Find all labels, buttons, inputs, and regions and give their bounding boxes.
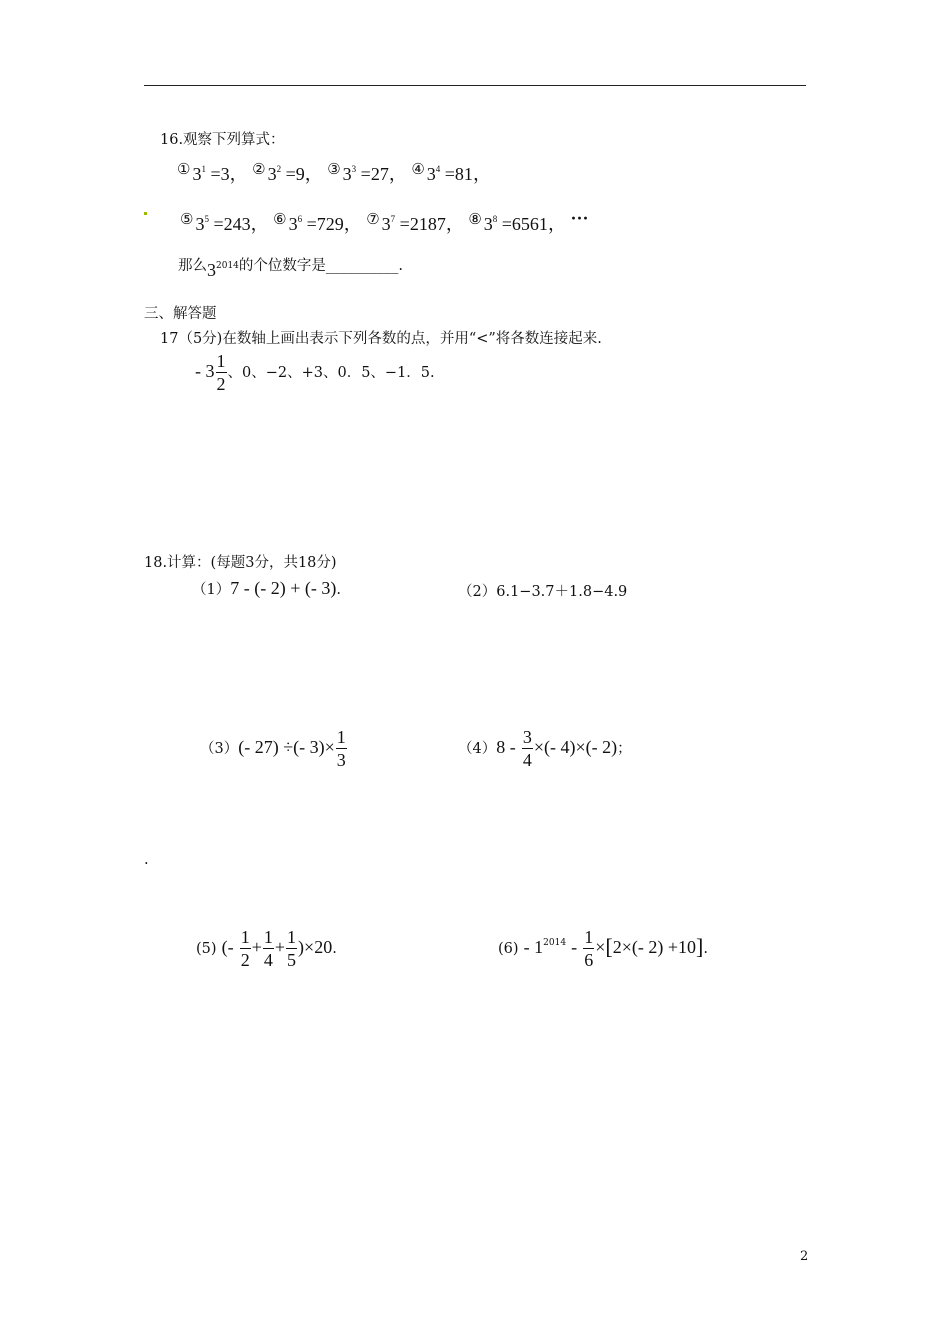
stray-dot: . <box>144 852 149 868</box>
q16-item-2: ② $3^2 =9$， <box>252 162 323 184</box>
q17-fraction: $\frac{1}{2}$ <box>216 351 226 394</box>
q18-part5: (5) (- $\frac{1}{2}$ + $\frac{1}{4}$ + $\frac{1}{5}$ )×20. <box>196 927 337 970</box>
q16-item-6: ⑥ $3^6 =729$， <box>273 212 362 234</box>
header-rule <box>144 85 806 86</box>
q18-part1: （1）7 - (- 2) + (- 3). <box>192 578 341 598</box>
q17-numbers: - 3 $\frac{1}{2}$ 、0、−2、+3、0．5、−1．5. <box>195 351 435 394</box>
stray-green-mark <box>144 212 147 215</box>
q18-part2: （2）6.1−3.7＋1.8−4.9 <box>458 584 628 600</box>
q16-item-1: ① $3^1 =3$， <box>177 162 248 184</box>
q18-part4: （4）8 - $\frac{3}{4}$ ×(- 4)×(- 2)； <box>458 727 632 770</box>
q16-item-8: ⑧ $3^8 =6561$， <box>468 212 566 234</box>
q16-item-4: ④ $3^4 =81$， <box>411 162 491 184</box>
q18-part6: $(6) - 1^{2014}$ - $\frac{1}{6}$ ×[2×(- 2) +10]. <box>498 927 708 970</box>
q16-item-7: ⑦ $3^7 =2187$， <box>366 212 464 234</box>
q16-row1 <box>177 160 491 186</box>
q16-title: 16.观察下列算式： <box>160 132 285 148</box>
q16-item-3: ③ $3^3 =27$， <box>327 162 407 184</box>
q16-ellipsis: ··· <box>570 208 589 228</box>
q18-title: 18.计算：(每题3分，共18分) <box>144 555 337 571</box>
q18-part3: （3）(- 27) ÷(- 3)× $\frac{1}{3}$ <box>200 727 346 770</box>
section-heading: 三、解答题 <box>144 306 217 322</box>
page-number: 2 <box>800 1249 809 1264</box>
q16-row2 <box>180 210 588 236</box>
q16-item-5: ⑤ $3^5 =243$， <box>180 212 269 234</box>
q16-question: 那么$3^{2014}$的个位数字是__________. <box>178 258 404 280</box>
q17-title: 17（5分)在数轴上画出表示下列各数的点，并用“<”将各数连接起来. <box>160 331 602 347</box>
